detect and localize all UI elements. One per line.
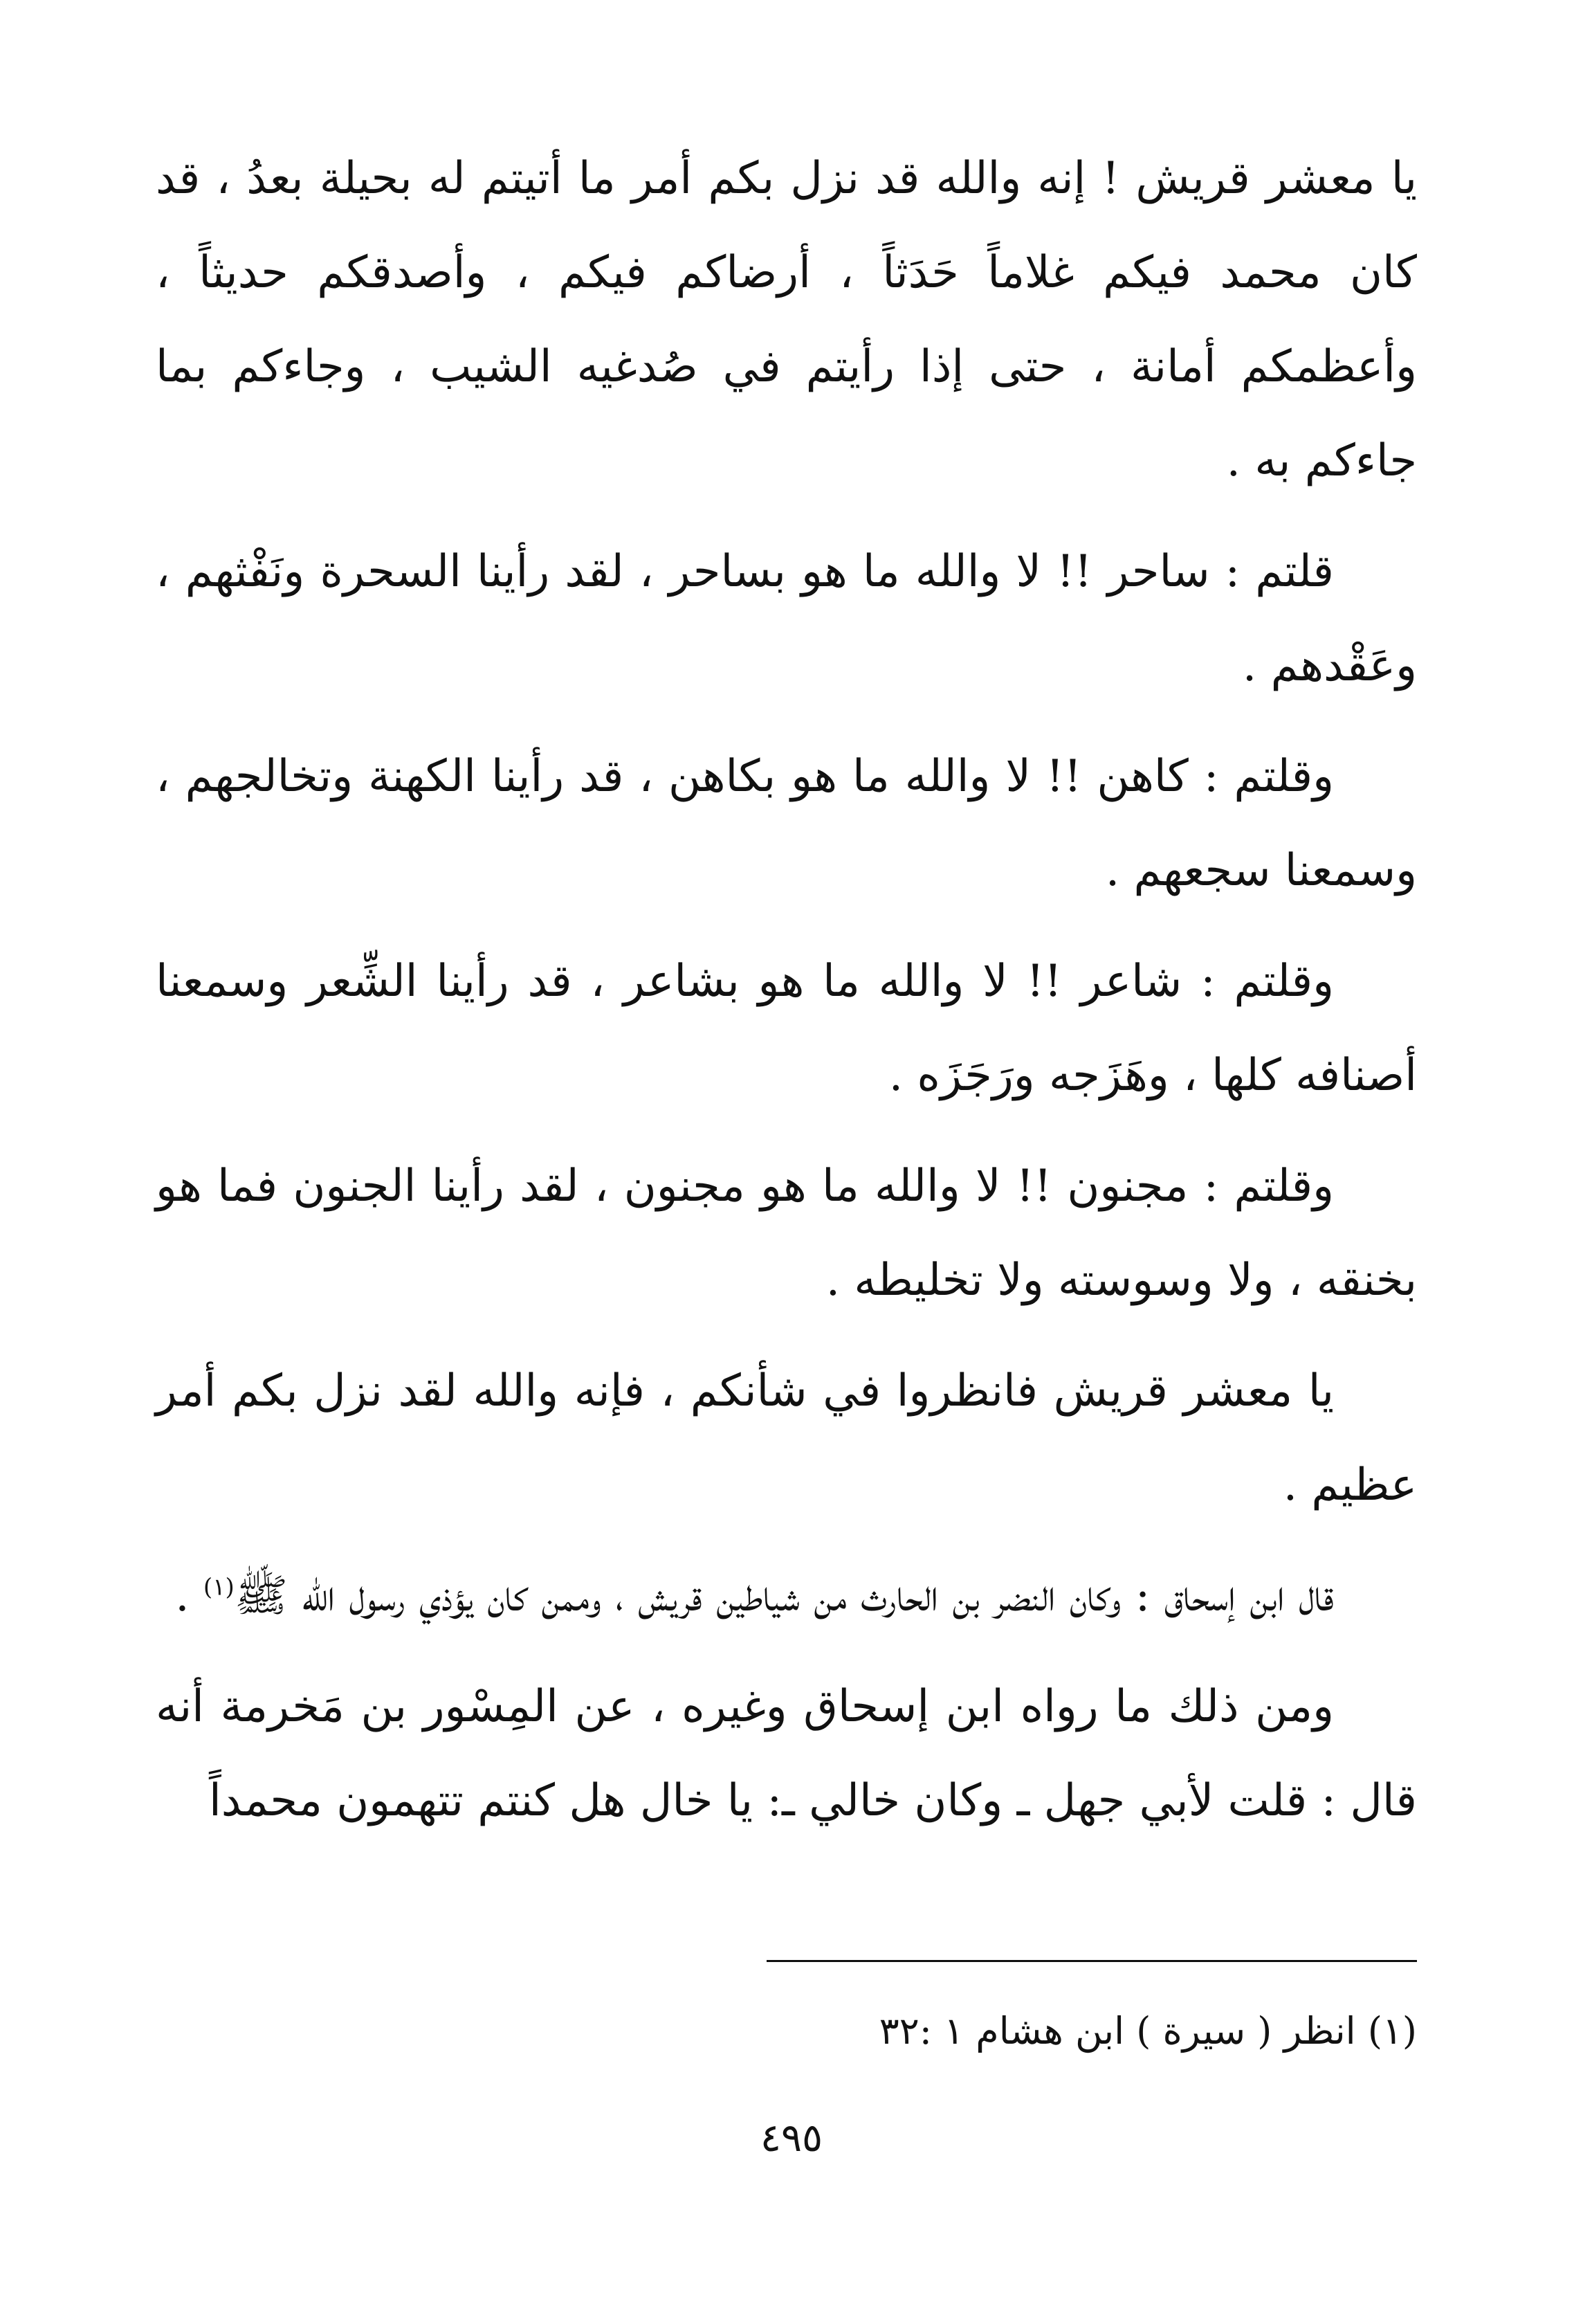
paragraph-1 <box>156 131 1417 508</box>
paragraph-7-tail: . <box>175 1570 203 1622</box>
footnote <box>587 2004 1417 2059</box>
paragraph-6 <box>156 1344 1417 1532</box>
footnote-divider <box>767 1960 1417 1962</box>
paragraph-2-text: قلتم : ساحر !! لا والله ما هو بساحر ، لقد رأينا السحرة ونَفْثهم ، وعَقْدهم . <box>156 546 1417 691</box>
paragraph-5-text: وقلتم : مجنون !! لا والله ما هو مجنون ، لقد رأينا الجنون فما هو بخنقه ، ولا وسوسته ولا تخليطه . <box>156 1161 1417 1306</box>
paragraph-3-text: وقلتم : كاهن !! لا والله ما هو بكاهن ، قد رأينا الكهنة وتخالجهم ، وسمعنا سجعهم . <box>156 751 1417 896</box>
paragraph-8 <box>156 1660 1417 1848</box>
paragraph-7 <box>156 1549 1417 1643</box>
paragraph-8-text: ومن ذلك ما رواه ابن إسحاق وغيره ، عن المِسْور بن مَخرمة أنه قال : قلت لأبي جهل ـ وكان خالي ـ: يا خال هل كنتم تتهمون محمداً <box>156 1681 1417 1826</box>
paragraph-5 <box>156 1139 1417 1327</box>
paragraph-4-text: وقلتم : شاعر !! لا والله ما هو بشاعر ، قد رأينا الشِّعر وسمعنا أصنافه كلها ، وهَزَجه ورَجَزَه . <box>156 956 1417 1101</box>
page-number-text: ٤٩٥ <box>760 2116 823 2161</box>
paragraph-3 <box>156 729 1417 918</box>
paragraph-2 <box>156 525 1417 713</box>
paragraph-7-text: قال ابن إسحاق : وكان النضر بن الحارث من شياطين قريش ، وممن كان يؤذي رسول الله ﷺ <box>234 1570 1334 1622</box>
paragraph-4 <box>156 934 1417 1123</box>
page-number <box>0 2111 1583 2166</box>
paragraph-1-text: يا معشر قريش ! إنه والله قد نزل بكم أمر ما أتيتم له بحيلة بعدُ ، قد كان محمد فيكم غلاماً حَدَثاً ، أرضاكم فيكم ، وأصدقكم حديثاً ، وأعظمكم أمانة ، حتى إذا رأيتم في صُدغيه الشيب ، وجاءكم بما جاءكم به . <box>156 153 1417 487</box>
footnote-reference[interactable]: (١) <box>203 1573 235 1601</box>
paragraph-6-text: يا معشر قريش فانظروا في شأنكم ، فإنه والله لقد نزل بكم أمر عظيم . <box>156 1365 1417 1511</box>
footnote-text: (١) انظر ( سيرة ) ابن هشام ١ :٣٢ <box>879 2009 1417 2053</box>
main-text <box>156 131 1417 1864</box>
